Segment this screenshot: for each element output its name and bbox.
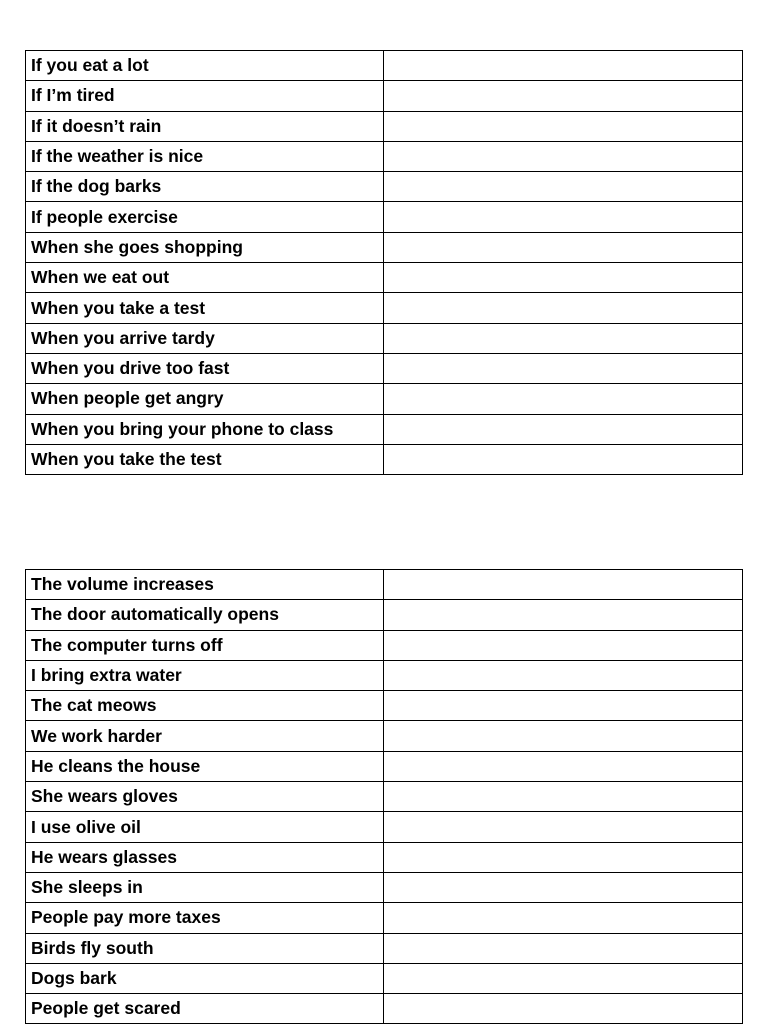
clause-cell: When you take the test [26, 444, 384, 474]
table-row [26, 81, 743, 111]
clause-cell: If the dog barks [26, 172, 384, 202]
answer-cell[interactable] [384, 751, 743, 781]
table-row [26, 660, 743, 690]
table-row [26, 263, 743, 293]
table-row [26, 782, 743, 812]
clause-cell: The computer turns off [26, 630, 384, 660]
answer-cell[interactable] [384, 111, 743, 141]
table-row [26, 872, 743, 902]
table-row [26, 933, 743, 963]
clause-cell: Dogs bark [26, 963, 384, 993]
table-row [26, 202, 743, 232]
clause-cell: If it doesn’t rain [26, 111, 384, 141]
answer-cell[interactable] [384, 570, 743, 600]
table-row [26, 384, 743, 414]
answer-cell[interactable] [384, 141, 743, 171]
clause-cell: When you bring your phone to class [26, 414, 384, 444]
answer-cell[interactable] [384, 903, 743, 933]
table-row [26, 141, 743, 171]
clause-cell: When you arrive tardy [26, 323, 384, 353]
answer-cell[interactable] [384, 933, 743, 963]
answer-cell[interactable] [384, 414, 743, 444]
table-row [26, 111, 743, 141]
if-when-clauses-table [25, 50, 743, 475]
clause-cell: I bring extra water [26, 660, 384, 690]
table-row [26, 691, 743, 721]
answer-cell[interactable] [384, 600, 743, 630]
answer-cell[interactable] [384, 353, 743, 383]
answer-cell[interactable] [384, 323, 743, 353]
clause-cell: When you take a test [26, 293, 384, 323]
clause-cell: People pay more taxes [26, 903, 384, 933]
clause-cell: He wears glasses [26, 842, 384, 872]
clause-cell: He cleans the house [26, 751, 384, 781]
answer-cell[interactable] [384, 842, 743, 872]
answer-cell[interactable] [384, 444, 743, 474]
clause-cell: If people exercise [26, 202, 384, 232]
clause-cell: When we eat out [26, 263, 384, 293]
clause-cell: The volume increases [26, 570, 384, 600]
clause-cell: When you drive too fast [26, 353, 384, 383]
answer-cell[interactable] [384, 81, 743, 111]
table-row [26, 51, 743, 81]
answer-cell[interactable] [384, 721, 743, 751]
answer-cell[interactable] [384, 384, 743, 414]
answer-cell[interactable] [384, 812, 743, 842]
table-row [26, 323, 743, 353]
answer-cell[interactable] [384, 293, 743, 323]
answer-cell[interactable] [384, 263, 743, 293]
table-row [26, 172, 743, 202]
clause-cell: If the weather is nice [26, 141, 384, 171]
answer-cell[interactable] [384, 963, 743, 993]
answer-cell[interactable] [384, 202, 743, 232]
result-clauses-table [25, 569, 743, 1024]
table-row [26, 842, 743, 872]
result-clauses-body [26, 570, 743, 1024]
if-when-clauses-body [26, 51, 743, 475]
table-row [26, 414, 743, 444]
clause-cell: The cat meows [26, 691, 384, 721]
table-row [26, 630, 743, 660]
clause-cell: When people get angry [26, 384, 384, 414]
answer-cell[interactable] [384, 630, 743, 660]
clause-cell: We work harder [26, 721, 384, 751]
clause-cell: People get scared [26, 994, 384, 1024]
table-row [26, 721, 743, 751]
clause-cell: When she goes shopping [26, 232, 384, 262]
table-row [26, 444, 743, 474]
table-row [26, 232, 743, 262]
table-row [26, 963, 743, 993]
table-row [26, 812, 743, 842]
clause-cell: I use olive oil [26, 812, 384, 842]
answer-cell[interactable] [384, 782, 743, 812]
answer-cell[interactable] [384, 51, 743, 81]
table-row [26, 751, 743, 781]
answer-cell[interactable] [384, 172, 743, 202]
answer-cell[interactable] [384, 691, 743, 721]
clause-cell: Birds fly south [26, 933, 384, 963]
clause-cell: If you eat a lot [26, 51, 384, 81]
answer-cell[interactable] [384, 232, 743, 262]
table-row [26, 570, 743, 600]
answer-cell[interactable] [384, 872, 743, 902]
table-row [26, 903, 743, 933]
table-row [26, 600, 743, 630]
table-row [26, 353, 743, 383]
table-row [26, 293, 743, 323]
clause-cell: She wears gloves [26, 782, 384, 812]
clause-cell: The door automatically opens [26, 600, 384, 630]
answer-cell[interactable] [384, 660, 743, 690]
table-row [26, 994, 743, 1024]
clause-cell: She sleeps in [26, 872, 384, 902]
clause-cell: If I’m tired [26, 81, 384, 111]
answer-cell[interactable] [384, 994, 743, 1024]
